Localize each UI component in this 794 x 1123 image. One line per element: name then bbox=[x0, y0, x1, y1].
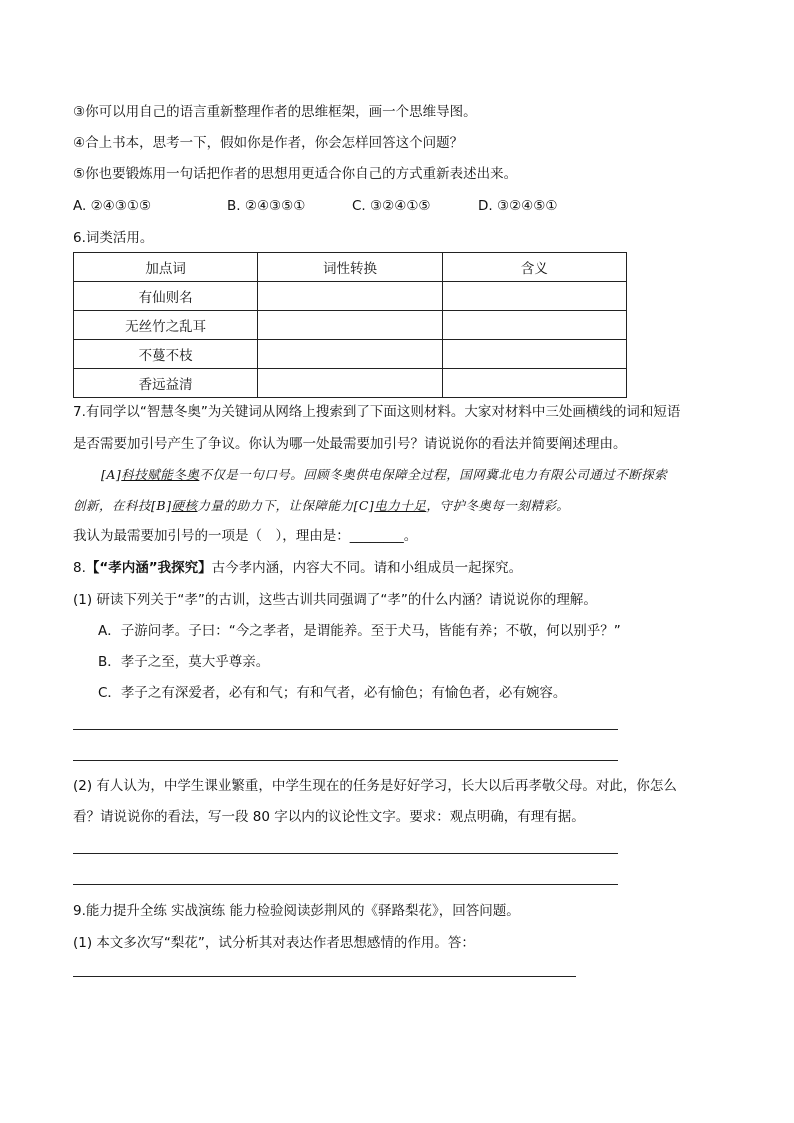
header-cell: 词性转换 bbox=[258, 253, 442, 282]
q8-bracket-title: 【“孝内涵”我探究】 bbox=[85, 560, 212, 576]
q7-line2: 是否需要加引号产生了争议。你认为哪一处最需要加引号？请说说你的看法并简要阐述理由。 bbox=[73, 436, 627, 452]
q8-sub1: (1) 研读下列关于“孝”的古训，这些古训共同强调了“孝”的什么内涵？请说说你的理解。 bbox=[73, 592, 597, 608]
header-cell: 加点词 bbox=[74, 253, 258, 282]
table-row bbox=[74, 369, 627, 398]
q5-options bbox=[73, 196, 558, 216]
q9-title: 9.能力提升全练 实战演练 能力检验阅读彭荆风的《驿路梨花》，回答问题。 bbox=[73, 903, 520, 919]
answer-cell[interactable] bbox=[258, 340, 442, 369]
answer-line[interactable] bbox=[73, 853, 618, 854]
q9-sub1: (1) 本文多次写“梨花”，试分析其对表达作者思想感情的作用。答： bbox=[73, 935, 475, 951]
q8-sub2-line1: (2) 有人认为，中学生课业繁重，中学生现在的任务是好好学习，长大以后再孝敬父母。对此，你怎么 bbox=[73, 778, 677, 794]
q7-material-line2 bbox=[73, 496, 569, 516]
underlined-phrase-a: 科技赋能冬奥 bbox=[121, 467, 200, 482]
q5-step3: ③你可以用自己的语言重新整理作者的思维框架，画一个思维导图。 bbox=[73, 104, 477, 120]
q8-option-a: A．子游问孝。子曰：“今之孝者，是谓能养。至于犬马，皆能有养；不敬，何以别乎？” bbox=[98, 623, 621, 639]
q8-option-c: C．孝子之有深爱者，必有和气；有和气者，必有愉色；有愉色者，必有婉容。 bbox=[98, 685, 567, 701]
word-class-table bbox=[73, 252, 627, 398]
q7-answer: 我认为最需要加引号的一项是（ ），理由是：________。 bbox=[73, 528, 418, 544]
table-row bbox=[74, 311, 627, 340]
option-a: A. ②④③①⑤ bbox=[73, 198, 152, 214]
header-cell: 含义 bbox=[442, 253, 626, 282]
answer-cell[interactable] bbox=[258, 282, 442, 311]
table-row bbox=[74, 340, 627, 369]
option-d: D. ③②④⑤① bbox=[478, 198, 558, 214]
option-c: C. ③②④①⑤ bbox=[352, 198, 431, 214]
table-cell: 无丝竹之乱耳 bbox=[74, 311, 258, 340]
answer-cell[interactable] bbox=[258, 311, 442, 340]
q5-step5: ⑤你也要锻炼用一句话把作者的思想用更适合你自己的方式重新表述出来。 bbox=[73, 166, 518, 182]
answer-cell[interactable] bbox=[258, 369, 442, 398]
table-row bbox=[74, 282, 627, 311]
option-b: B. ②④③⑤① bbox=[227, 198, 306, 214]
q6-title: 6.词类活用。 bbox=[73, 230, 154, 246]
underlined-phrase-b: 硬核 bbox=[171, 498, 198, 513]
material-text: 不仅是一句口号。回顾冬奥供电保障全过程，国网冀北电力有限公司通过不断探索 bbox=[199, 467, 668, 482]
answer-line[interactable] bbox=[73, 884, 618, 885]
answer-cell[interactable] bbox=[442, 369, 626, 398]
q5-step4: ④合上书本，思考一下，假如你是作者，你会怎样回答这个问题？ bbox=[73, 135, 464, 151]
answer-cell[interactable] bbox=[442, 311, 626, 340]
answer-cell[interactable] bbox=[442, 282, 626, 311]
table-cell: 香远益清 bbox=[74, 369, 258, 398]
q7-line1: 7.有同学以“智慧冬奥”为关键词从网络上搜索到了下面这则材料。大家对材料中三处画横线的词和短语 bbox=[73, 404, 681, 420]
underlined-phrase-c: 电力十足 bbox=[374, 498, 427, 513]
table-cell: 有仙则名 bbox=[74, 282, 258, 311]
material-text: 力量的助力下，让保障能力[C] bbox=[197, 498, 375, 513]
answer-line[interactable] bbox=[73, 976, 576, 977]
answer-cell[interactable] bbox=[442, 340, 626, 369]
q8-title bbox=[73, 558, 522, 578]
q8-sub2-line2: 看？请说说你的看法，写一段 80 字以内的议论性文字。要求：观点明确，有理有据。 bbox=[73, 809, 585, 825]
q8-number: 8. bbox=[73, 560, 86, 576]
table-header-row bbox=[74, 253, 627, 282]
q7-material-line1 bbox=[101, 465, 667, 485]
material-tag-a: [A] bbox=[101, 467, 122, 482]
q8-option-b: B．孝子之至，莫大乎尊亲。 bbox=[98, 654, 270, 670]
material-text: 创新，在科技[B] bbox=[73, 498, 172, 513]
answer-line[interactable] bbox=[73, 760, 618, 761]
material-text: ，守护冬奥每一刻精彩。 bbox=[426, 498, 570, 513]
q8-intro: 古今孝内涵，内容大不同。请和小组成员一起探究。 bbox=[211, 560, 523, 576]
table-cell: 不蔓不枝 bbox=[74, 340, 258, 369]
answer-line[interactable] bbox=[73, 729, 618, 730]
